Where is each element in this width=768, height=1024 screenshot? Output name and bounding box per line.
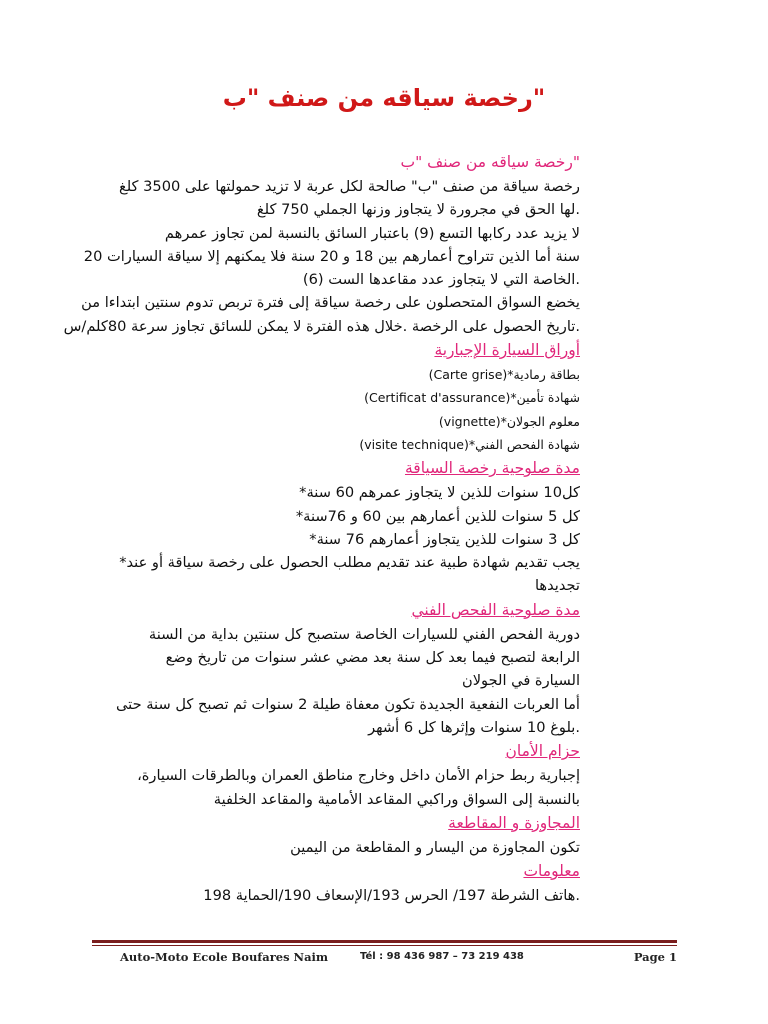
belt-item: إجبارية ربط حزام الأمان داخل وخارج مناطق العمران وبالطرقات السيارة،: [137, 767, 580, 785]
body-line: لا يزيد عدد ركابها التسع (9) باعتبار السائق بالنسبة لمن تجاوز عمرهم: [164, 224, 580, 242]
footer-phone: Tél : 98 436 987 – 73 219 438: [360, 951, 524, 962]
inspection-item: .بلوغ 10 سنوات وإثرها كل 6 أشهر: [368, 718, 580, 736]
validity-item: كل10 سنوات للذين لا يتجاوز عمرهم 60 سنة*: [299, 484, 580, 502]
footer-divider: [92, 940, 677, 943]
validity-item: كل 5 سنوات للذين أعمارهم بين 60 و 76سنة*: [295, 507, 580, 525]
body-line: .تاريخ الحصول على الرخصة .خلال هذه الفترة لا يمكن للسائق تجاوز سرعة 80كلم/س: [63, 317, 580, 335]
validity-heading: مدة صلوحية رخصة السياقة: [404, 459, 580, 478]
validity-item: تجديدها: [534, 577, 580, 595]
validity-item: كل 3 سنوات للذين يتجاوز أعمارهم 76 سنة*: [309, 530, 580, 548]
footer-school-name: Auto-Moto Ecole Boufares Naim: [120, 950, 329, 964]
inspection-item: أما العربات النفعية الجديدة تكون معفاة طيلة 2 سنوات ثم تصبح كل سنة حتى: [116, 695, 580, 713]
papers-item: بطاقة رمادية*(Carte grise): [428, 367, 580, 383]
info-item: .هاتف الشرطة 197/ الحرس 193/الإسعاف 190/الحماية 198: [203, 887, 580, 905]
papers-heading: أوراق السيارة الإجبارية: [434, 341, 580, 360]
body-line: يخضع السواق المتحصلون على رخصة سياقة إلى فترة تربص تدوم سنتين ابتداءا من: [81, 294, 580, 312]
papers-item: معلوم الجولان*(vignette): [438, 413, 580, 429]
document-body: [63, 150, 580, 907]
body-line: رخصة سياقة من صنف "ب" صالحة لكل عربة لا تزيد حمولتها على 3500 كلغ: [118, 178, 580, 195]
papers-item: شهادة الفحص الفني*(visite technique): [359, 436, 580, 452]
body-line: سنة أما الذين تتراوح أعمارهم بين 18 و 20 سنة فلا يمكنهم إلا سياقة السيارات 20: [83, 247, 580, 265]
body-line: .الخاصة التي لا يتجاوز عدد مقاعدها الست (6): [302, 271, 580, 289]
papers-item: شهادة تأمين*(Certificat d'assurance): [364, 390, 580, 406]
inspection-item: الرابعة لتصبح فيما بعد كل سنة بعد مضي عشر سنوات من تاريخ وضع: [165, 649, 580, 667]
page-title: "رخصة سياقه من صنف "ب: [222, 84, 546, 112]
body-line: .لها الحق في مجرورة لا يتجاوز وزنها الجملي 750 كلغ: [256, 201, 580, 219]
page-footer: [92, 950, 677, 970]
intro-heading: "رخصة سياقه من صنف "ب: [400, 153, 580, 171]
inspection-heading: مدة صلوحية الفحص الفني: [411, 600, 580, 619]
overtake-heading: المجاوزة و المقاطعة: [448, 813, 580, 832]
validity-item: يجب تقديم شهادة طبية عند تقديم مطلب الحصول على رخصة سياقة أو عند*: [119, 554, 580, 572]
inspection-item: دورية الفحص الفني للسيارات الخاصة ستصبح كل سنتين بداية من السنة: [148, 625, 580, 643]
footer-page-number: Page 1: [633, 950, 677, 964]
info-heading: معلومات: [523, 862, 580, 881]
footer-divider-thin: [92, 945, 677, 946]
inspection-item: السيارة في الجولان: [462, 672, 580, 690]
belt-heading: حزام الأمان: [505, 742, 580, 761]
belt-item: بالنسبة إلى السواق وراكبي المقاعد الأمامية والمقاعد الخلفية: [213, 790, 580, 808]
overtake-item: تكون المجاوزة من اليسار و المقاطعة من اليمين: [290, 838, 580, 856]
